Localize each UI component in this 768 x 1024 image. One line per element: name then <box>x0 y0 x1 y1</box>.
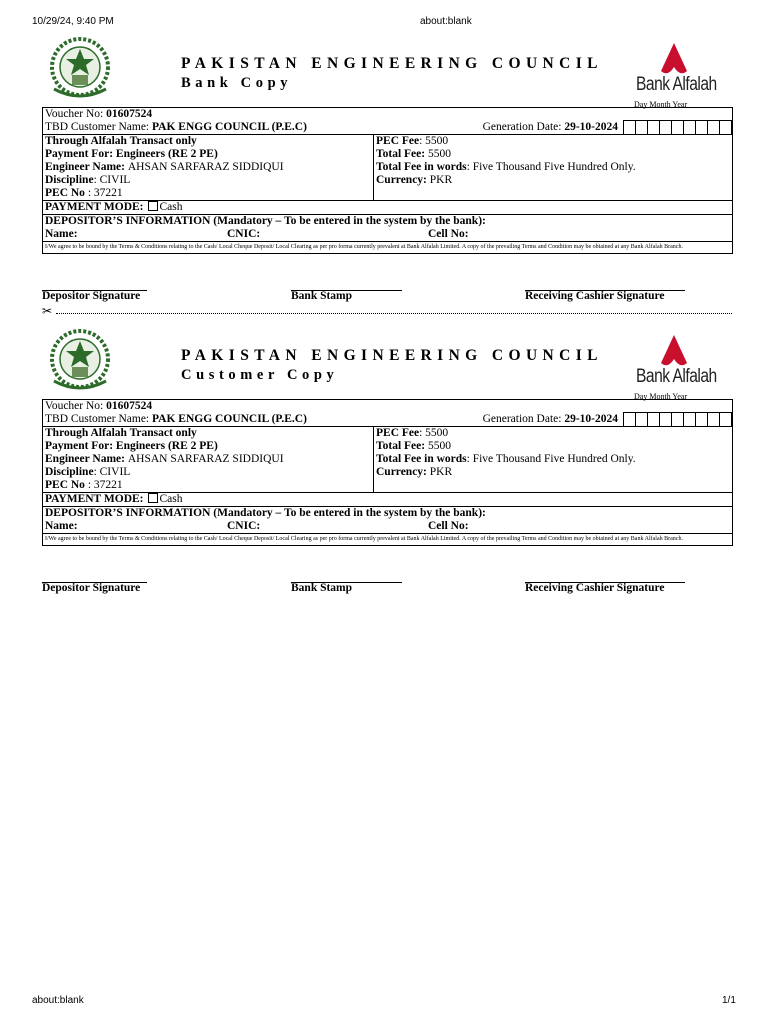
cash-checkbox[interactable] <box>148 201 158 211</box>
cashier-signature-label: Receiving Cashier Signature <box>525 290 665 302</box>
date-labels: Day Month Year <box>634 100 688 109</box>
voucher-form <box>42 107 733 254</box>
payment-details-row <box>43 135 732 201</box>
discipline-value: : CIVIL <box>93 174 131 186</box>
fee-words-label: Total Fee in words <box>376 161 467 173</box>
cash-label: Cash <box>159 493 183 505</box>
payment-mode-label: PAYMENT MODE: <box>45 493 144 505</box>
org-title: PAKISTAN ENGINEERING COUNCIL <box>181 55 603 72</box>
discipline-label: Discipline <box>45 174 94 186</box>
bank-stamp-label: Bank Stamp <box>291 290 353 302</box>
engineer-name: AHSAN SARFARAZ SIDDIQUI <box>127 161 284 173</box>
discipline-value: : CIVIL <box>93 466 131 478</box>
depositor-info-row <box>43 215 732 242</box>
depositor-signature-label: Depositor Signature <box>42 582 141 594</box>
depositor-cell-label: Cell No: <box>428 228 469 240</box>
voucher-customer-copy <box>42 325 733 605</box>
depositor-heading: DEPOSITOR’S INFORMATION (Mandatory – To be entered in the system by the bank): <box>45 215 486 227</box>
generation-date: Generation Date: 29-10-2024 <box>482 413 618 425</box>
date-entry-boxes[interactable] <box>624 120 732 135</box>
org-title: PAKISTAN ENGINEERING COUNCIL <box>181 347 603 364</box>
depositor-cnic-label: CNIC: <box>227 228 261 240</box>
depositor-cnic-label: CNIC: <box>227 520 261 532</box>
pec-no-value: : 37221 <box>84 187 123 199</box>
engineer-name: AHSAN SARFARAZ SIDDIQUI <box>127 453 284 465</box>
customer-label: TBD Customer Name: <box>45 413 152 425</box>
print-page-number: 1/1 <box>722 995 736 1006</box>
cash-checkbox[interactable] <box>148 493 158 503</box>
fee-words-label: Total Fee in words <box>376 453 467 465</box>
payment-mode-row <box>43 493 732 507</box>
bank-logo-text: Bank Alfalah <box>636 366 717 387</box>
terms-row <box>43 534 732 545</box>
engineer-label: Engineer Name: <box>45 161 128 173</box>
total-fee-value: 5500 <box>425 440 451 452</box>
scissors-icon: ✂ <box>42 304 53 318</box>
depositor-name-label: Name: <box>45 520 78 532</box>
copy-title: Bank Copy <box>181 75 293 91</box>
date-entry-boxes[interactable] <box>624 412 732 427</box>
copy-title: Customer Copy <box>181 367 339 383</box>
currency-value: PKR <box>426 466 453 478</box>
print-datetime: 10/29/24, 9:40 PM <box>32 16 114 27</box>
total-fee-label: Total Fee: <box>376 440 426 452</box>
voucher-number: 01607524 <box>106 108 153 120</box>
fee-words-value: : Five Thousand Five Hundred Only. <box>466 453 636 465</box>
payment-for: Payment For: Engineers (RE 2 PE) <box>45 440 218 452</box>
payment-details-row <box>43 427 732 493</box>
date-labels: Day Month Year <box>634 392 688 401</box>
total-fee-label: Total Fee: <box>376 148 426 160</box>
bank-logo-text: Bank Alfalah <box>636 74 717 95</box>
pec-fee-value: : 5500 <box>419 135 449 147</box>
depositor-heading: DEPOSITOR’S INFORMATION (Mandatory – To be entered in the system by the bank): <box>45 507 486 519</box>
pec-emblem-icon <box>44 325 116 393</box>
depositor-signature-label: Depositor Signature <box>42 290 141 302</box>
pec-fee-value: : 5500 <box>419 427 449 439</box>
through-note: Through Alfalah Transact only <box>45 427 197 439</box>
pec-fee-label: PEC Fee <box>376 427 420 439</box>
voucher-label: Voucher No: <box>45 400 107 412</box>
engineer-label: Engineer Name: <box>45 453 128 465</box>
cash-label: Cash <box>159 201 183 213</box>
print-footer-url: about:blank <box>32 995 84 1006</box>
voucher-header-row <box>43 108 732 135</box>
cashier-signature-label: Receiving Cashier Signature <box>525 582 665 594</box>
pec-no-label: PEC No <box>45 187 85 199</box>
terms-text: I/We agree to be bound by the Terms & Conditions relating to the Cash/ Local Cheque Deposit/ Local Clearing as per pro forma currently prevalent at Bank Alfalah Limited. A copy of the prevailing Terms and Condition may be obtained at any Bank Alfalah Branch. <box>45 244 683 250</box>
voucher-form <box>42 399 733 546</box>
payment-for: Payment For: Engineers (RE 2 PE) <box>45 148 218 160</box>
payment-mode-row <box>43 201 732 215</box>
terms-text: I/We agree to be bound by the Terms & Conditions relating to the Cash/ Local Cheque Deposit/ Local Clearing as per pro forma currently prevalent at Bank Alfalah Limited. A copy of the prevailing Terms and Condition may be obtained at any Bank Alfalah Branch. <box>45 536 683 542</box>
currency-label: Currency: <box>376 174 427 186</box>
depositor-name-label: Name: <box>45 228 78 240</box>
depositor-info-row <box>43 507 732 534</box>
generation-date: Generation Date: 29-10-2024 <box>482 121 618 133</box>
customer-name: PAK ENGG COUNCIL (P.E.C) <box>152 121 307 133</box>
voucher-bank-copy <box>42 33 733 313</box>
terms-row <box>43 242 732 253</box>
pec-emblem-icon <box>44 33 116 101</box>
depositor-cell-label: Cell No: <box>428 520 469 532</box>
currency-label: Currency: <box>376 466 427 478</box>
voucher-header-row <box>43 400 732 427</box>
fee-words-value: : Five Thousand Five Hundred Only. <box>466 161 636 173</box>
print-page-title: about:blank <box>420 16 472 27</box>
customer-name: PAK ENGG COUNCIL (P.E.C) <box>152 413 307 425</box>
pec-no-label: PEC No <box>45 479 85 491</box>
pec-no-value: : 37221 <box>84 479 123 491</box>
cut-line <box>42 306 732 320</box>
voucher-label: Voucher No: <box>45 108 107 120</box>
pec-fee-label: PEC Fee <box>376 135 420 147</box>
through-note: Through Alfalah Transact only <box>45 135 197 147</box>
total-fee-value: 5500 <box>425 148 451 160</box>
bank-stamp-label: Bank Stamp <box>291 582 353 594</box>
customer-label: TBD Customer Name: <box>45 121 152 133</box>
currency-value: PKR <box>426 174 453 186</box>
payment-mode-label: PAYMENT MODE: <box>45 201 144 213</box>
voucher-number: 01607524 <box>106 400 153 412</box>
discipline-label: Discipline <box>45 466 94 478</box>
